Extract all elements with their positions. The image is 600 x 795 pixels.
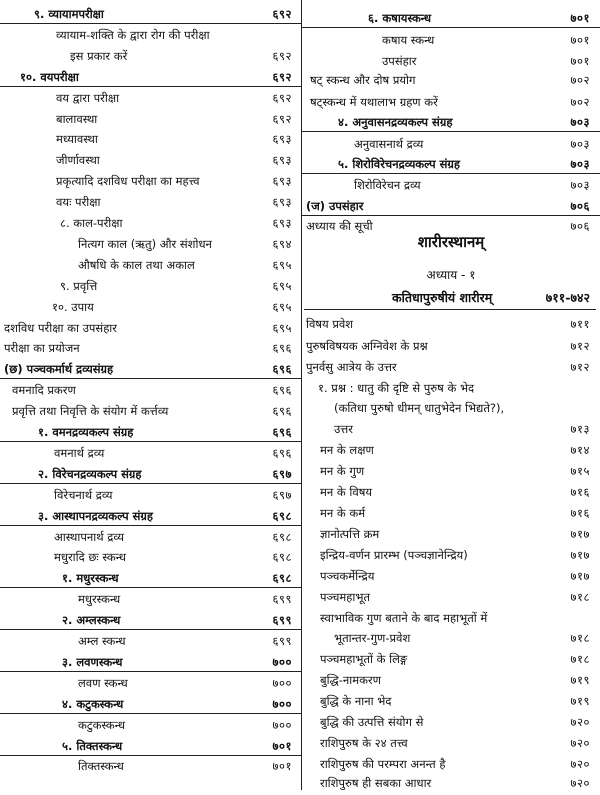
toc-entry-page: ६९८ bbox=[272, 508, 292, 523]
toc-entry bbox=[0, 547, 302, 569]
toc-entry-label: मधुरस्कन्ध bbox=[78, 592, 121, 607]
toc-entry-label: प्रवृत्ति तथा निवृत्ति के संयोग में कर्त्तव्य bbox=[12, 404, 169, 419]
toc-entry-page: ७१७ bbox=[570, 527, 590, 541]
toc-entry-page: ६९५ bbox=[272, 320, 292, 335]
toc-entry-page: ६९५ bbox=[272, 257, 292, 272]
toc-entry bbox=[302, 608, 600, 630]
toc-entry bbox=[302, 154, 600, 176]
toc-entry bbox=[302, 314, 600, 336]
toc-entry bbox=[0, 25, 302, 47]
toc-entry-page: ७१६ bbox=[570, 506, 590, 520]
toc-entry-label: लवण स्कन्ध bbox=[78, 675, 128, 690]
toc-entry bbox=[302, 733, 600, 755]
toc-entry bbox=[0, 380, 302, 402]
toc-entry-page: ६९६ bbox=[272, 425, 292, 439]
toc-entry-label: १. प्रश्न : धातु की दृष्टि से पुरुष के भेद bbox=[318, 381, 475, 395]
toc-entry bbox=[302, 712, 600, 734]
toc-entry-page: ६९३ bbox=[272, 174, 292, 189]
toc-entry-page: ७०२ bbox=[570, 73, 590, 87]
toc-entry-page: ७०१ bbox=[570, 11, 590, 25]
toc-entry bbox=[0, 610, 302, 632]
toc-entry bbox=[0, 527, 302, 549]
toc-entry bbox=[0, 171, 302, 193]
entry-underline bbox=[0, 587, 302, 588]
toc-entry-page: ६९२ bbox=[272, 48, 292, 63]
toc-entry-page: ७१८ bbox=[570, 590, 590, 604]
toc-entry bbox=[0, 4, 302, 26]
toc-entry bbox=[0, 234, 302, 256]
toc-entry bbox=[0, 150, 302, 172]
chapter-label: अध्याय - १ bbox=[426, 268, 476, 282]
toc-entry bbox=[302, 524, 600, 546]
toc-entry-page: ७१६ bbox=[570, 485, 590, 499]
toc-entry-label: वयः परीक्षा bbox=[56, 195, 101, 210]
toc-entry bbox=[302, 8, 600, 30]
toc-entry-label: मन के गुण bbox=[320, 464, 365, 478]
toc-entry bbox=[302, 92, 600, 114]
chapter-page-range: ७११-७४२ bbox=[545, 290, 590, 305]
toc-entry-page: ७११ bbox=[570, 317, 590, 331]
toc-entry bbox=[0, 401, 302, 423]
entry-underline bbox=[0, 86, 302, 87]
toc-entry-label: ५. शिरोविरेचनद्रव्यकल्प संग्रह bbox=[338, 157, 460, 171]
toc-entry-page: ७१८ bbox=[570, 652, 590, 666]
toc-entry-label: ४. अनुवासनद्रव्यकल्प संग्रह bbox=[338, 115, 453, 129]
toc-entry-page: ७०१ bbox=[272, 738, 292, 753]
toc-entry bbox=[0, 443, 302, 465]
toc-entry-page: ७२० bbox=[570, 715, 590, 729]
toc-entry bbox=[0, 46, 302, 68]
toc-entry-label: भूतान्तर-गुण-प्रवेश bbox=[334, 631, 411, 645]
toc-entry-label: व्यायाम-शक्ति के द्वारा रोग की परीक्षा bbox=[56, 27, 210, 42]
toc-entry bbox=[0, 88, 302, 110]
toc-entry-label: इस प्रकार करें bbox=[70, 48, 128, 63]
toc-entry-page: ७१२ bbox=[570, 339, 590, 353]
toc-entry-page: ७१४ bbox=[570, 443, 590, 457]
toc-entry-label: अम्ल स्कन्ध bbox=[78, 634, 126, 648]
toc-entry-label: २. अम्लस्कन्ध bbox=[62, 613, 121, 628]
heading-underline bbox=[304, 309, 596, 310]
toc-entry-label: कटुकस्कन्ध bbox=[78, 717, 126, 732]
entry-underline bbox=[0, 483, 302, 484]
toc-entry-label: (कतिधा पुरुषो धीमन् धातुभेदेन भिद्यते?), bbox=[334, 401, 505, 415]
toc-entry-page: ७०० bbox=[272, 717, 292, 732]
toc-entry-label: स्वाभाविक गुण बताने के बाद महाभूतों में bbox=[320, 611, 488, 625]
toc-entry bbox=[0, 568, 302, 590]
toc-entry-page: ६९६ bbox=[272, 341, 292, 356]
toc-entry-label: वमनादि प्रकरण bbox=[12, 383, 76, 398]
toc-entry bbox=[302, 30, 600, 52]
toc-entry-label: उत्तर bbox=[334, 422, 353, 436]
toc-entry-label: मध्यावस्था bbox=[56, 132, 98, 147]
entry-underline bbox=[0, 671, 302, 672]
toc-entry-label: अध्याय की सूची bbox=[306, 219, 373, 233]
toc-entry bbox=[0, 67, 302, 89]
toc-entry-label: वय द्वारा परीक्षा bbox=[56, 90, 120, 105]
toc-entry-page: ७०३ bbox=[570, 157, 590, 171]
toc-entry-page: ६९३ bbox=[272, 216, 292, 230]
toc-entry-label: शिरोविरेचन द्रव्य bbox=[354, 178, 421, 192]
entry-underline bbox=[0, 441, 302, 442]
toc-entry-label: मधुरादि छः स्कन्ध bbox=[54, 550, 126, 565]
toc-entry-page: ६९२ bbox=[272, 90, 292, 105]
toc-entry-label: १०. उपाय bbox=[52, 299, 94, 314]
toc-entry bbox=[302, 670, 600, 692]
toc-entry bbox=[302, 175, 600, 197]
toc-entry bbox=[0, 631, 302, 653]
toc-entry-page: ६९९ bbox=[272, 592, 292, 607]
toc-entry-label: पुनर्वसु आत्रेय के उत्तर bbox=[306, 360, 397, 374]
toc-entry-page: ६९८ bbox=[272, 529, 292, 544]
toc-entry bbox=[0, 485, 302, 507]
toc-entry-label: अनुवासनार्थ द्रव्य bbox=[354, 137, 424, 151]
toc-entry-label: पञ्चमहाभूतों के लिङ्ग bbox=[320, 652, 408, 666]
toc-entry-page: ६९७ bbox=[272, 487, 292, 502]
toc-entry bbox=[0, 109, 302, 131]
toc-entry-page: ७१९ bbox=[570, 694, 590, 708]
toc-entry-page: ६९९ bbox=[272, 634, 292, 648]
toc-entry-page: ७२० bbox=[570, 736, 590, 750]
toc-entry-label: पञ्चकर्मेन्द्रिय bbox=[320, 569, 375, 583]
toc-entry-label: प्रकृत्यादि दशविध परीक्षा का महत्त्व bbox=[56, 174, 200, 189]
toc-entry-page: ६९५ bbox=[272, 278, 292, 293]
toc-entry bbox=[302, 482, 600, 504]
toc-entry-page: ७०० bbox=[272, 654, 292, 669]
entry-underline bbox=[0, 755, 302, 756]
entry-underline bbox=[0, 713, 302, 714]
toc-entry bbox=[0, 715, 302, 737]
toc-entry-page: ७१२ bbox=[570, 360, 590, 374]
toc-entry bbox=[302, 196, 600, 218]
toc-entry-page: ६९२ bbox=[272, 69, 292, 84]
toc-entry-label: षट्स्कन्ध में यथालाभ ग्रहण करें bbox=[310, 95, 438, 109]
toc-entry-label: आस्थापनार्थ द्रव्य bbox=[54, 529, 124, 544]
toc-entry bbox=[0, 338, 302, 360]
toc-entry bbox=[302, 691, 600, 713]
toc-entry-label: २. विरेचनद्रव्यकल्प संग्रह bbox=[38, 466, 142, 481]
toc-entry-label: जीर्णावस्था bbox=[56, 153, 100, 168]
toc-entry bbox=[302, 566, 600, 588]
toc-entry-label: मन के लक्षण bbox=[320, 443, 374, 457]
toc-entry-page: ६९६ bbox=[272, 383, 292, 398]
toc-entry-page: ६९८ bbox=[272, 571, 292, 586]
toc-entry-label: कषाय स्कन्ध bbox=[382, 33, 435, 47]
toc-entry-page: ६९२ bbox=[272, 111, 292, 126]
toc-entry-label: मन के कर्म bbox=[320, 506, 366, 520]
toc-entry-label: इन्द्रिय-वर्णन प्रारम्भ (पञ्चज्ञानेन्द्रिय) bbox=[320, 548, 468, 562]
toc-entry bbox=[0, 297, 302, 319]
toc-entry-label: ३. आस्थापनद्रव्यकल्प संग्रह bbox=[38, 508, 153, 523]
toc-entry-label: ९. प्रवृत्ति bbox=[60, 278, 98, 293]
toc-entry-page: ६९४ bbox=[272, 236, 292, 251]
toc-entry bbox=[0, 192, 302, 214]
toc-entry-page: ७०३ bbox=[570, 178, 590, 192]
entry-underline bbox=[302, 131, 600, 132]
toc-entry-page: ७०३ bbox=[570, 115, 590, 129]
toc-entry bbox=[0, 506, 302, 528]
toc-entry-page: ६९३ bbox=[272, 153, 292, 168]
toc-entry bbox=[302, 398, 600, 420]
toc-entry-label: ज्ञानोत्पत्ति क्रम bbox=[320, 527, 380, 541]
toc-entry-page: ७०३ bbox=[570, 137, 590, 151]
toc-entry-label: पुरुषविषयक अग्निवेश के प्रश्न bbox=[306, 339, 428, 353]
toc-entry bbox=[302, 628, 600, 650]
toc-entry bbox=[0, 673, 302, 695]
toc-entry-page: ७०१ bbox=[570, 33, 590, 47]
toc-entry-page: ७१८ bbox=[570, 631, 590, 645]
toc-entry-page: ७२० bbox=[570, 757, 590, 771]
toc-entry-page: ७१७ bbox=[570, 569, 590, 583]
toc-entry bbox=[302, 70, 600, 92]
toc-entry-label: परीक्षा का प्रयोजन bbox=[4, 341, 80, 356]
toc-entry-page: ६९७ bbox=[272, 466, 292, 481]
toc-entry bbox=[0, 276, 302, 298]
toc-entry bbox=[0, 422, 302, 444]
entry-underline bbox=[0, 23, 302, 24]
toc-entry bbox=[302, 649, 600, 671]
entry-underline bbox=[0, 629, 302, 630]
toc-entry bbox=[0, 255, 302, 277]
toc-entry bbox=[0, 736, 302, 758]
toc-entry-label: ६. कषायस्कन्ध bbox=[368, 11, 432, 25]
toc-entry-page: ७०० bbox=[272, 696, 292, 711]
toc-entry-label: ८. काल-परीक्षा bbox=[60, 216, 123, 230]
toc-entry-label: ९. व्यायामपरीक्षा bbox=[34, 7, 104, 21]
toc-entry bbox=[0, 589, 302, 611]
entry-underline bbox=[0, 525, 302, 526]
toc-entry bbox=[302, 587, 600, 609]
toc-entry-label: मन के विषय bbox=[320, 485, 373, 499]
toc-entry-page: ६९८ bbox=[272, 550, 292, 565]
toc-entry-label: बालावस्था bbox=[56, 111, 98, 126]
toc-entry-label: १०. वयपरीक्षा bbox=[20, 69, 79, 84]
toc-entry bbox=[302, 503, 600, 525]
toc-entry-page: ७०६ bbox=[570, 199, 590, 213]
toc-entry-page: ६९३ bbox=[272, 132, 292, 147]
toc-entry-label: ५. तिक्तस्कन्ध bbox=[62, 738, 123, 753]
toc-entry-page: ७१५ bbox=[570, 464, 590, 478]
toc-entry bbox=[0, 756, 302, 778]
toc-entry-label: राशिपुरुष ही सबका आधार bbox=[320, 776, 432, 790]
toc-entry bbox=[302, 134, 600, 156]
toc-entry-label: औषधि के काल तथा अकाल bbox=[78, 257, 195, 272]
toc-entry bbox=[302, 357, 600, 379]
toc-entry-label: ३. लवणस्कन्ध bbox=[62, 654, 123, 669]
entry-underline bbox=[302, 173, 600, 174]
toc-entry-label: तिक्तस्कन्ध bbox=[78, 759, 124, 774]
toc-entry bbox=[302, 378, 600, 400]
toc-entry-label: विषय प्रवेश bbox=[306, 317, 354, 331]
toc-entry bbox=[0, 694, 302, 716]
toc-entry-label: (छ) पञ्चकर्मार्थ द्रव्यसंग्रह bbox=[4, 362, 114, 377]
toc-entry-label: उपसंहार bbox=[382, 54, 417, 68]
toc-entry-page: ७१३ bbox=[570, 422, 590, 436]
toc-entry-label: षट् स्कन्ध और दोष प्रयोग bbox=[310, 73, 416, 87]
toc-entry-page: ७०२ bbox=[570, 95, 590, 109]
toc-entry-label: बुद्धि-नामकरण bbox=[320, 673, 381, 687]
toc-entry-page: ७०० bbox=[272, 675, 292, 690]
toc-entry-page: ७०१ bbox=[272, 759, 292, 774]
toc-entry bbox=[0, 359, 302, 381]
toc-entry bbox=[0, 213, 302, 235]
toc-entry-label: राशिपुरुष की परम्परा अनन्त है bbox=[320, 757, 446, 771]
toc-entry-page: ६९२ bbox=[272, 7, 292, 21]
toc-entry-page: ७०१ bbox=[570, 54, 590, 68]
toc-entry-page: ६९९ bbox=[272, 613, 292, 628]
toc-entry bbox=[0, 318, 302, 340]
toc-entry-page: ७०६ bbox=[570, 219, 590, 233]
toc-entry-label: दशविध परीक्षा का उपसंहार bbox=[4, 320, 117, 335]
toc-entry-label: १. वमनद्रव्यकल्प संग्रह bbox=[38, 425, 134, 439]
toc-entry-page: ६९६ bbox=[272, 445, 292, 460]
toc-entry bbox=[302, 419, 600, 441]
toc-entry bbox=[302, 545, 600, 567]
toc-entry-label: बुद्धि के नाना भेद bbox=[320, 694, 392, 708]
toc-entry-label: ४. कटुकस्कन्ध bbox=[62, 696, 124, 711]
toc-entry bbox=[302, 336, 600, 358]
toc-entry-page: ७१९ bbox=[570, 673, 590, 687]
toc-entry-label: १. मधुरस्कन्ध bbox=[62, 571, 119, 586]
toc-entry bbox=[0, 652, 302, 674]
toc-entry bbox=[0, 129, 302, 151]
section-title: शारीरस्थानम् bbox=[417, 233, 485, 251]
toc-entry-label: बुद्धि की उत्पत्ति संयोग से bbox=[320, 715, 424, 729]
chapter-heading: कतिधापुरुषीयं शारीरम् bbox=[392, 290, 493, 305]
toc-entry-page: ७१७ bbox=[570, 548, 590, 562]
toc-entry-page: ६९३ bbox=[272, 195, 292, 210]
toc-entry-page: ६९५ bbox=[272, 299, 292, 314]
toc-entry-label: पञ्चमहाभूत bbox=[320, 590, 371, 604]
toc-entry-page: ७२० bbox=[570, 776, 590, 790]
toc-entry-label: वमनार्थ द्रव्य bbox=[54, 445, 105, 460]
toc-entry bbox=[302, 773, 600, 795]
toc-entry bbox=[0, 464, 302, 486]
toc-entry bbox=[302, 112, 600, 134]
entry-underline bbox=[302, 27, 600, 28]
entry-underline bbox=[0, 378, 302, 379]
toc-entry bbox=[302, 440, 600, 462]
toc-entry-label: (ज) उपसंहार bbox=[306, 199, 364, 213]
toc-entry-label: नित्यग काल (ऋतु) और संशोधन bbox=[78, 236, 212, 251]
toc-entry-page: ६९६ bbox=[272, 404, 292, 419]
toc-entry-label: विरेचनार्थ द्रव्य bbox=[54, 487, 113, 502]
toc-entry-label: राशिपुरुष के २४ तत्त्व bbox=[320, 736, 408, 750]
toc-entry-page: ६९६ bbox=[272, 362, 292, 377]
toc-entry bbox=[302, 461, 600, 483]
